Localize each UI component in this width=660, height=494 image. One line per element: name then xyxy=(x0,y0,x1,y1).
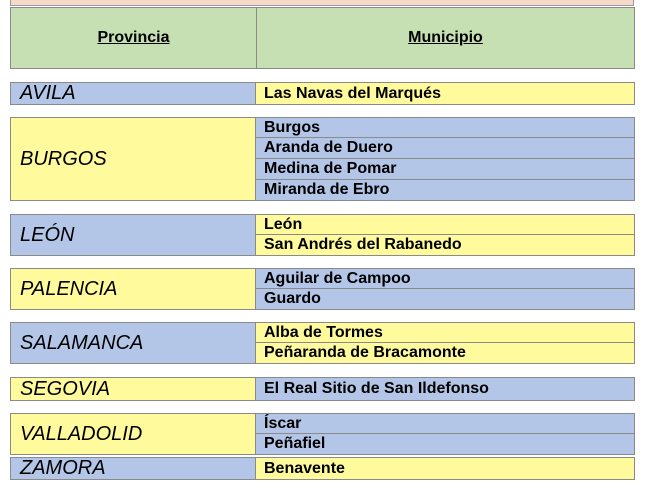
municipio-cell: Burgos xyxy=(256,117,635,138)
municipio-cell: Las Navas del Marqués xyxy=(256,82,635,105)
table-row xyxy=(10,82,635,105)
provincia-cell: AVILA xyxy=(10,82,256,105)
table-row xyxy=(10,268,635,310)
municipio-list xyxy=(256,268,635,310)
table-row xyxy=(10,457,635,480)
municipio-list xyxy=(256,377,635,401)
municipio-cell: Peñafiel xyxy=(256,434,635,455)
provincia-cell: LEÓN xyxy=(10,214,256,256)
municipio-cell: Peñaranda de Bracamonte xyxy=(256,343,635,364)
table-row xyxy=(10,413,635,455)
municipio-cell: San Andrés del Rabanedo xyxy=(256,235,635,256)
municipio-cell: Guardo xyxy=(256,289,635,310)
table-header xyxy=(10,7,635,69)
top-strip xyxy=(10,0,634,6)
municipio-list xyxy=(256,117,635,201)
municipio-list xyxy=(256,457,635,480)
provincia-cell: VALLADOLID xyxy=(10,413,256,455)
municipio-cell: Medina de Pomar xyxy=(256,159,635,180)
provincia-cell: SALAMANCA xyxy=(10,322,256,364)
municipio-cell: Benavente xyxy=(256,457,635,480)
provincia-cell: BURGOS xyxy=(10,117,256,201)
provincia-cell: PALENCIA xyxy=(10,268,256,310)
municipio-cell: Aranda de Duero xyxy=(256,138,635,159)
municipio-cell: León xyxy=(256,214,635,235)
municipio-cell: Alba de Tormes xyxy=(256,322,635,343)
municipio-cell: Aguilar de Campoo xyxy=(256,268,635,289)
column-header-provincia: Provincia xyxy=(11,8,257,68)
municipio-cell: Miranda de Ebro xyxy=(256,180,635,201)
table-row xyxy=(10,214,635,256)
provincia-cell: SEGOVIA xyxy=(10,377,256,401)
municipio-list xyxy=(256,82,635,105)
column-header-municipio: Municipio xyxy=(408,29,483,46)
provincia-cell: ZAMORA xyxy=(10,457,256,480)
municipio-list xyxy=(256,322,635,364)
table-row xyxy=(10,322,635,364)
municipio-list xyxy=(256,214,635,256)
municipio-cell: Íscar xyxy=(256,413,635,434)
table-row xyxy=(10,117,635,201)
table-row xyxy=(10,377,635,401)
municipio-cell: El Real Sitio de San Ildefonso xyxy=(256,377,635,401)
municipio-list xyxy=(256,413,635,455)
